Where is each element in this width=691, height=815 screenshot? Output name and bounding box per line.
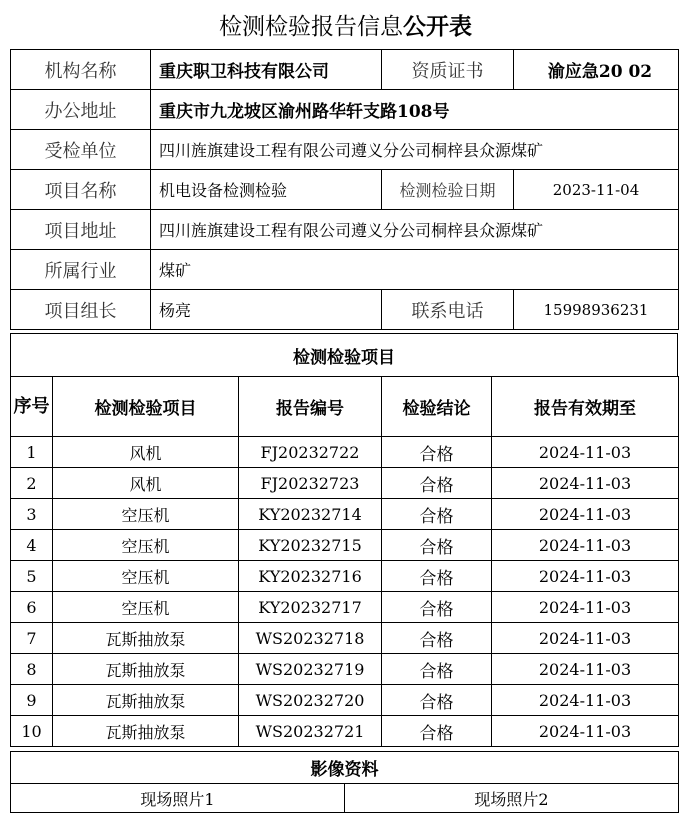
- page-title: [0, 8, 691, 41]
- photo-1-label: 现场照片1: [11, 784, 345, 813]
- row-result: 合格: [382, 685, 492, 716]
- project-value: 机电设备检测检验: [151, 170, 382, 210]
- table-row: [11, 437, 679, 468]
- row-no: 9: [11, 685, 53, 716]
- address-label: 办公地址: [11, 90, 151, 130]
- leader-label: 项目组长: [11, 290, 151, 330]
- row-item: 风机: [53, 437, 239, 468]
- address-row: [11, 90, 679, 130]
- row-item: 瓦斯抽放泵: [53, 685, 239, 716]
- org-value: 重庆职卫科技有限公司: [151, 50, 382, 90]
- site-value: 四川旌旗建设工程有限公司遵义分公司桐梓县众源煤矿: [151, 210, 679, 250]
- photo-2-label: 现场照片2: [345, 784, 679, 813]
- table-row: [11, 654, 679, 685]
- col-header-result: 检验结论: [382, 377, 492, 437]
- cert-value: 渝应急20 02: [514, 50, 679, 90]
- table-row: [11, 685, 679, 716]
- row-valid: 2024-11-03: [492, 685, 679, 716]
- row-report: WS20232721: [239, 716, 382, 747]
- items-table: [10, 376, 679, 747]
- project-row: [11, 170, 679, 210]
- date-value: 2023-11-04: [514, 170, 679, 210]
- row-item: 空压机: [53, 499, 239, 530]
- row-valid: 2024-11-03: [492, 716, 679, 747]
- row-item: 空压机: [53, 561, 239, 592]
- row-result: 合格: [382, 499, 492, 530]
- row-report: FJ20232723: [239, 468, 382, 499]
- row-valid: 2024-11-03: [492, 530, 679, 561]
- table-row: [11, 468, 679, 499]
- row-no: 1: [11, 437, 53, 468]
- row-report: KY20232715: [239, 530, 382, 561]
- phone-label: 联系电话: [382, 290, 514, 330]
- row-result: 合格: [382, 468, 492, 499]
- row-result: 合格: [382, 437, 492, 468]
- row-report: FJ20232722: [239, 437, 382, 468]
- row-no: 8: [11, 654, 53, 685]
- row-item: 瓦斯抽放泵: [53, 654, 239, 685]
- industry-label: 所属行业: [11, 250, 151, 290]
- row-no: 6: [11, 592, 53, 623]
- row-valid: 2024-11-03: [492, 654, 679, 685]
- images-section-title: 影像资料: [11, 752, 679, 784]
- info-table: [10, 49, 679, 330]
- client-label: 受检单位: [11, 130, 151, 170]
- row-report: WS20232720: [239, 685, 382, 716]
- row-item: 风机: [53, 468, 239, 499]
- site-row: [11, 210, 679, 250]
- industry-row: [11, 250, 679, 290]
- title-emphasis: 公开表: [403, 14, 472, 40]
- org-row: [11, 50, 679, 90]
- row-result: 合格: [382, 592, 492, 623]
- col-header-report: 报告编号: [239, 377, 382, 437]
- row-report: KY20232714: [239, 499, 382, 530]
- items-body: [11, 437, 679, 747]
- items-section-header: [10, 333, 678, 376]
- row-item: 瓦斯抽放泵: [53, 716, 239, 747]
- row-no: 5: [11, 561, 53, 592]
- col-header-valid: 报告有效期至: [492, 377, 679, 437]
- row-no: 3: [11, 499, 53, 530]
- row-item: 空压机: [53, 592, 239, 623]
- client-value: 四川旌旗建设工程有限公司遵义分公司桐梓县众源煤矿: [151, 130, 679, 170]
- leader-row: [11, 290, 679, 330]
- date-label: 检测检验日期: [382, 170, 514, 210]
- row-valid: 2024-11-03: [492, 499, 679, 530]
- table-row: [11, 561, 679, 592]
- row-result: 合格: [382, 623, 492, 654]
- images-section: [10, 751, 679, 813]
- address-value: 重庆市九龙坡区渝州路华轩支路108号: [151, 90, 679, 130]
- row-valid: 2024-11-03: [492, 592, 679, 623]
- row-valid: 2024-11-03: [492, 468, 679, 499]
- row-no: 10: [11, 716, 53, 747]
- row-report: KY20232717: [239, 592, 382, 623]
- row-valid: 2024-11-03: [492, 623, 679, 654]
- row-valid: 2024-11-03: [492, 437, 679, 468]
- row-no: 7: [11, 623, 53, 654]
- col-header-item: 检测检验项目: [53, 377, 239, 437]
- client-row: [11, 130, 679, 170]
- row-report: WS20232718: [239, 623, 382, 654]
- row-result: 合格: [382, 530, 492, 561]
- row-no: 2: [11, 468, 53, 499]
- items-section-title: 检测检验项目: [11, 334, 678, 377]
- cert-label: 资质证书: [382, 50, 514, 90]
- row-item: 空压机: [53, 530, 239, 561]
- items-header-row: [11, 377, 679, 437]
- phone-value: 15998936231: [514, 290, 679, 330]
- row-report: KY20232716: [239, 561, 382, 592]
- table-row: [11, 499, 679, 530]
- project-label: 项目名称: [11, 170, 151, 210]
- leader-value: 杨亮: [151, 290, 382, 330]
- table-row: [11, 592, 679, 623]
- industry-value: 煤矿: [151, 250, 679, 290]
- title-main: 检测检验报告信息: [219, 14, 403, 40]
- col-header-no: 序号: [11, 377, 53, 437]
- row-no: 4: [11, 530, 53, 561]
- table-row: [11, 716, 679, 747]
- site-label: 项目地址: [11, 210, 151, 250]
- row-result: 合格: [382, 561, 492, 592]
- row-item: 瓦斯抽放泵: [53, 623, 239, 654]
- table-row: [11, 623, 679, 654]
- org-label: 机构名称: [11, 50, 151, 90]
- row-result: 合格: [382, 654, 492, 685]
- row-valid: 2024-11-03: [492, 561, 679, 592]
- table-row: [11, 530, 679, 561]
- row-result: 合格: [382, 716, 492, 747]
- row-report: WS20232719: [239, 654, 382, 685]
